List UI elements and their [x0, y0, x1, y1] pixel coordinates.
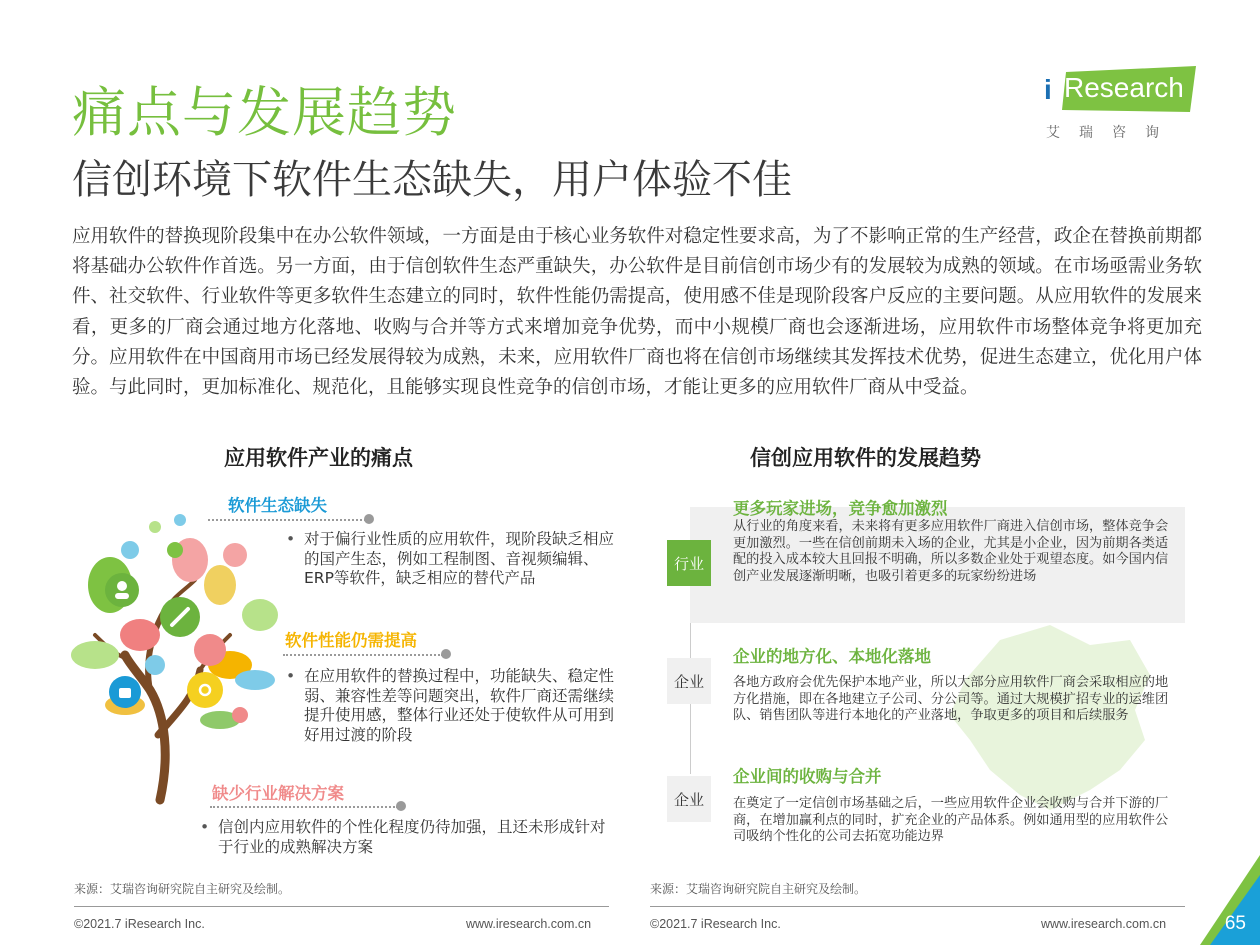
page-number: 65	[1224, 913, 1246, 934]
trend-title-competition: 更多玩家进场，竞争愈加激烈	[733, 499, 948, 518]
logo-subtitle: 艾瑞咨询	[1046, 125, 1178, 141]
trends-heading: 信创应用软件的发展趋势	[750, 446, 981, 470]
pain-dot	[396, 801, 406, 811]
trend-title-merger: 企业间的收购与合并	[733, 767, 882, 786]
pain-divider	[208, 519, 366, 521]
logo-i-letter: i	[1044, 74, 1052, 105]
pain-text-ecosystem: • 对于偏行业性质的应用软件，现阶段缺乏相应的国产生态，例如工程制图、音视频编辑、ERP等软件，缺乏相应的替代产品	[284, 530, 614, 589]
pain-text-solutions: • 信创内应用软件的个性化程度仍待加强，且还未形成针对于行业的成熟解决方案	[198, 818, 612, 857]
page-title: 痛点与发展趋势	[72, 81, 457, 144]
tag-enterprise: 企业	[667, 776, 711, 822]
page-subtitle: 信创环境下软件生态缺失，用户体验不佳	[72, 157, 792, 203]
footer-copyright-left: ©2021.7 iResearch Inc.	[74, 917, 205, 931]
tag-industry: 行业	[667, 540, 711, 586]
trend-connector	[690, 623, 691, 658]
logo-brand-text: Research	[1064, 72, 1184, 103]
trend-text-localization: 各地方政府会优先保护本地产业，所以大部分应用软件厂商会采取相应的地方化措施，即在各地建立子公司、分公司等。通过大规模扩招专业的运维团队、销售团队等进行本地化的产业落地，争取更多的项目和后续服务	[733, 675, 1169, 723]
trend-connector	[690, 704, 691, 774]
pain-title-performance: 软件性能仍需提高	[285, 631, 417, 650]
pain-divider	[283, 654, 443, 656]
tag-enterprise: 企业	[667, 658, 711, 704]
pain-text-performance: • 在应用软件的替换过程中，功能缺失、稳定性弱、兼容性差等问题突出，软件厂商还需继续提升使用感，整体行业还处于使软件从可用到好用过渡的阶段	[284, 667, 614, 745]
pain-title-ecosystem: 软件生态缺失	[228, 496, 327, 515]
footer-url-left[interactable]: www.iresearch.com.cn	[466, 917, 592, 931]
footer-url-right[interactable]: www.iresearch.com.cn	[1041, 917, 1167, 931]
iresearch-logo	[1040, 62, 1200, 142]
footer-divider-left	[74, 906, 609, 907]
pain-points-heading: 应用软件产业的痛点	[224, 446, 413, 470]
pain-divider	[210, 806, 398, 808]
trend-title-localization: 企业的地方化、本地化落地	[733, 647, 931, 666]
pain-title-solutions: 缺少行业解决方案	[212, 784, 344, 803]
left-source-note: 来源：艾瑞咨询研究院自主研究及绘制。	[74, 882, 291, 896]
pain-dot	[364, 514, 374, 524]
pain-dot	[441, 649, 451, 659]
footer-divider-right	[650, 906, 1185, 907]
tree-illustration	[70, 505, 290, 805]
trend-text-competition: 从行业的角度来看，未来将有更多应用软件厂商进入信创市场，整体竞争会更加激烈。一些在信创前期未入场的企业，尤其是小企业，因为前期各类适配的投入成本较大且回报不明确，所以多数企业处于观望态度。如今国内信创产业发展逐渐明晰，也吸引着更多的玩家纷纷进场	[733, 519, 1169, 584]
trend-text-merger: 在奠定了一定信创市场基础之后，一些应用软件企业会收购与合并下游的厂商，在增加赢利点的同时，扩充企业的产品体系。例如通用型的应用软件公司吸纳个性化的公司去拓宽功能边界	[733, 796, 1169, 844]
footer-copyright-right: ©2021.7 iResearch Inc.	[650, 917, 781, 931]
intro-paragraph: 应用软件的替换现阶段集中在办公软件领域，一方面是由于核心业务软件对稳定性要求高，为了不影响正常的生产经营，政企在替换前期都将基础办公软件作首选。另一方面，由于信创软件生态严重缺失，办公软件是目前信创市场少有的发展较为成熟的领域。在市场亟需业务软件、社交软件、行业软件等更多软件生态建立的同时，软件性能仍需提高，使用感不佳是现阶段客户反应的主要问题。从应用软件的发展来看，更多的厂商会通过地方化落地、收购与合并等方式来增加竞争优势，而中小规模厂商也会逐渐进场，应用软件市场整体竞争将更加充分。应用软件在中国商用市场已经发展得较为成熟，未来，应用软件厂商也将在信创市场继续其发挥技术优势，促进生态建立，优化用户体验。与此同时，更加标准化、规范化，且能够实现良性竞争的信创市场，才能让更多的应用软件厂商从中受益。	[72, 226, 1202, 399]
right-source-note: 来源：艾瑞咨询研究院自主研究及绘制。	[650, 882, 867, 896]
